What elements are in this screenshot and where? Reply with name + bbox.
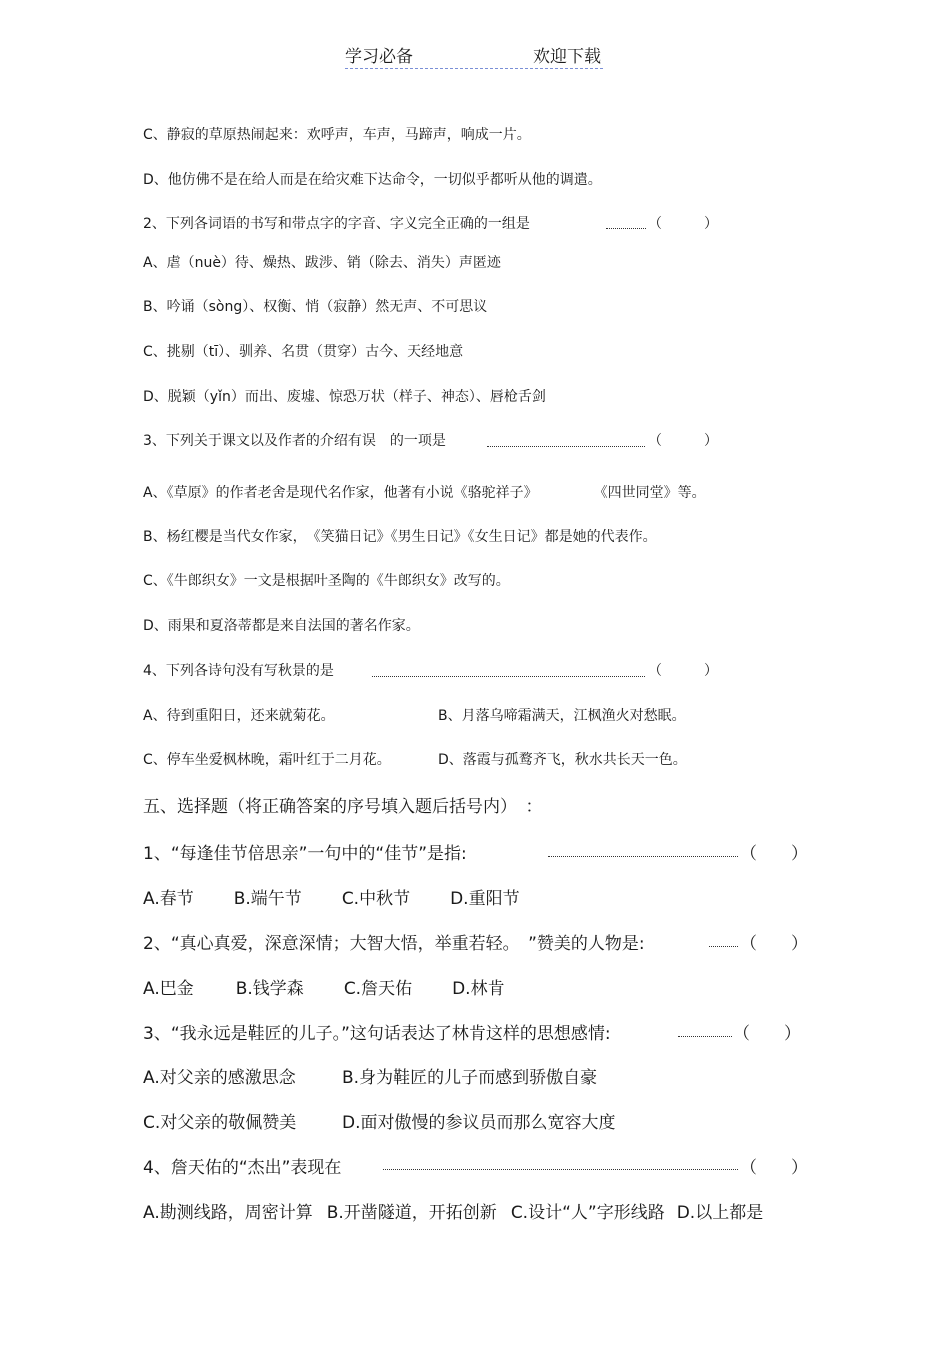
q2-option-c: C、挑剔（tī）、驯养、名贯（贯穿）古今、天经地意 xyxy=(143,344,464,360)
s5-q2-stem: 2、“真心真爱，深意深情；大智大悟，举重若轻。 ”赞美的人物是: xyxy=(143,934,645,954)
s5-q3-option-a: A.对父亲的感激思念 xyxy=(143,1068,296,1088)
q2-option-a: A、虐（nuè）待、燥热、跋涉、销（除去、消失）声匿迹 xyxy=(143,255,501,271)
q4-stem: 4、下列各诗句没有写秋景的是 xyxy=(143,663,334,679)
s5-q1-answer-paren: （ ） xyxy=(740,844,808,864)
q2-answer-paren: （ ） xyxy=(648,216,718,232)
page-header xyxy=(345,42,603,69)
q3-stem-part2: 的一项是 xyxy=(389,433,446,449)
q2-answer-dots xyxy=(606,228,646,229)
s5-q2-answer-dots xyxy=(709,946,738,947)
s5-q4-answer-paren: （ ） xyxy=(740,1158,808,1178)
q3-option-b: B、杨红樱是当代女作家， 《笑猫日记》《男生日记》《女生日记》都是她的代表作。 xyxy=(143,529,657,545)
q3-option-a-part2: 《四世同堂》等。 xyxy=(593,485,706,501)
s5-q1-option-d: D.重阳节 xyxy=(450,889,520,909)
s5-q4-option-b: B.开凿隧道，开拓创新 xyxy=(326,1203,497,1223)
s5-q3-stem: 3、“我永远是鞋匠的儿子。”这句话表达了林肯这样的思想感情: xyxy=(143,1024,611,1044)
s5-q3-option-b: B.身为鞋匠的儿子而感到骄傲自豪 xyxy=(342,1068,598,1088)
q2-stem: 2、下列各词语的书写和带点字的字音、字义完全正确的一组是 xyxy=(143,216,530,232)
q3-answer-paren: （ ） xyxy=(648,433,718,449)
s5-q1-stem: 1、“每逢佳节倍思亲”一句中的“佳节”是指: xyxy=(143,844,467,864)
q4-option-a: A、待到重阳日，还来就菊花。 xyxy=(143,708,335,724)
s5-q4-option-d: D.以上都是 xyxy=(676,1203,764,1223)
q3-answer-dots xyxy=(487,446,645,447)
section5-title: 五、选择题（将正确答案的序号填入题后括号内） ： xyxy=(143,797,543,817)
s5-q2-answer-paren: （ ） xyxy=(740,934,808,954)
s5-q3-option-c: C.对父亲的敬佩赞美 xyxy=(143,1113,297,1133)
q4-option-b: B、月落乌啼霜满天，江枫渔火对愁眠。 xyxy=(438,708,686,724)
s5-q2-option-c: C.詹天佑 xyxy=(343,979,413,999)
s5-q2-options xyxy=(143,974,505,999)
q3-stem-part1: 3、下列关于课文以及作者的介绍有误 xyxy=(143,433,376,449)
s5-q4-answer-dots xyxy=(383,1169,738,1170)
q3-option-a xyxy=(143,482,706,502)
s5-q4-option-a: A.勘测线路，周密计算 xyxy=(143,1203,313,1223)
s5-q2-option-a: A.巴金 xyxy=(143,979,194,999)
q4-answer-paren: （ ） xyxy=(648,663,718,679)
s5-q2-option-d: D.林肯 xyxy=(452,979,505,999)
header-right-text: 欢迎下载 xyxy=(533,47,601,67)
q2-option-b: B、吟诵（sòng）、权衡、悄（寂静）然无声、不可思议 xyxy=(143,299,488,315)
header-left-text: 学习必备 xyxy=(345,47,413,67)
s5-q3-answer-paren: （ ） xyxy=(733,1024,801,1044)
s5-q4-options xyxy=(143,1198,763,1223)
q1-option-d: D、他仿佛不是在给人而是在给灾难下达命令，一切似乎都听从他的调遣。 xyxy=(143,172,602,188)
s5-q3-option-d: D.面对傲慢的参议员而那么宽容大度 xyxy=(342,1113,616,1133)
q4-option-d: D、落霞与孤鹜齐飞，秋水共长天一色。 xyxy=(438,752,687,768)
q3-option-c: C、《牛郎织女》一文是根据叶圣陶的《牛郎织女》改写的。 xyxy=(143,573,510,589)
q1-option-c: C、静寂的草原热闹起来：欢呼声，车声，马蹄声，响成一片。 xyxy=(143,127,531,143)
q4-answer-dots xyxy=(372,676,645,677)
s5-q3-answer-dots xyxy=(678,1036,732,1037)
q3-option-a-part1: A、《草原》的作者老舍是现代名作家，他著有小说《骆驼祥子》 xyxy=(143,485,538,501)
s5-q1-options xyxy=(143,884,520,909)
s5-q4-stem: 4、詹天佑的“杰出”表现在 xyxy=(143,1158,342,1178)
q3-stem xyxy=(143,430,446,450)
s5-q4-option-c: C.设计“人”字形线路 xyxy=(510,1203,665,1223)
s5-q1-option-b: B.端午节 xyxy=(233,889,302,909)
q2-option-d: D、脱颖（yǐn）而出、废墟、惊恐万状（样子、神态）、唇枪舌剑 xyxy=(143,389,546,405)
q4-option-c: C、停车坐爱枫林晚，霜叶红于二月花。 xyxy=(143,752,391,768)
s5-q1-option-a: A.春节 xyxy=(143,889,194,909)
s5-q1-option-c: C.中秋节 xyxy=(341,889,411,909)
q3-option-d: D、雨果和夏洛蒂都是来自法国的著名作家。 xyxy=(143,618,420,634)
s5-q1-answer-dots xyxy=(548,856,738,857)
s5-q2-option-b: B.钱学森 xyxy=(235,979,304,999)
